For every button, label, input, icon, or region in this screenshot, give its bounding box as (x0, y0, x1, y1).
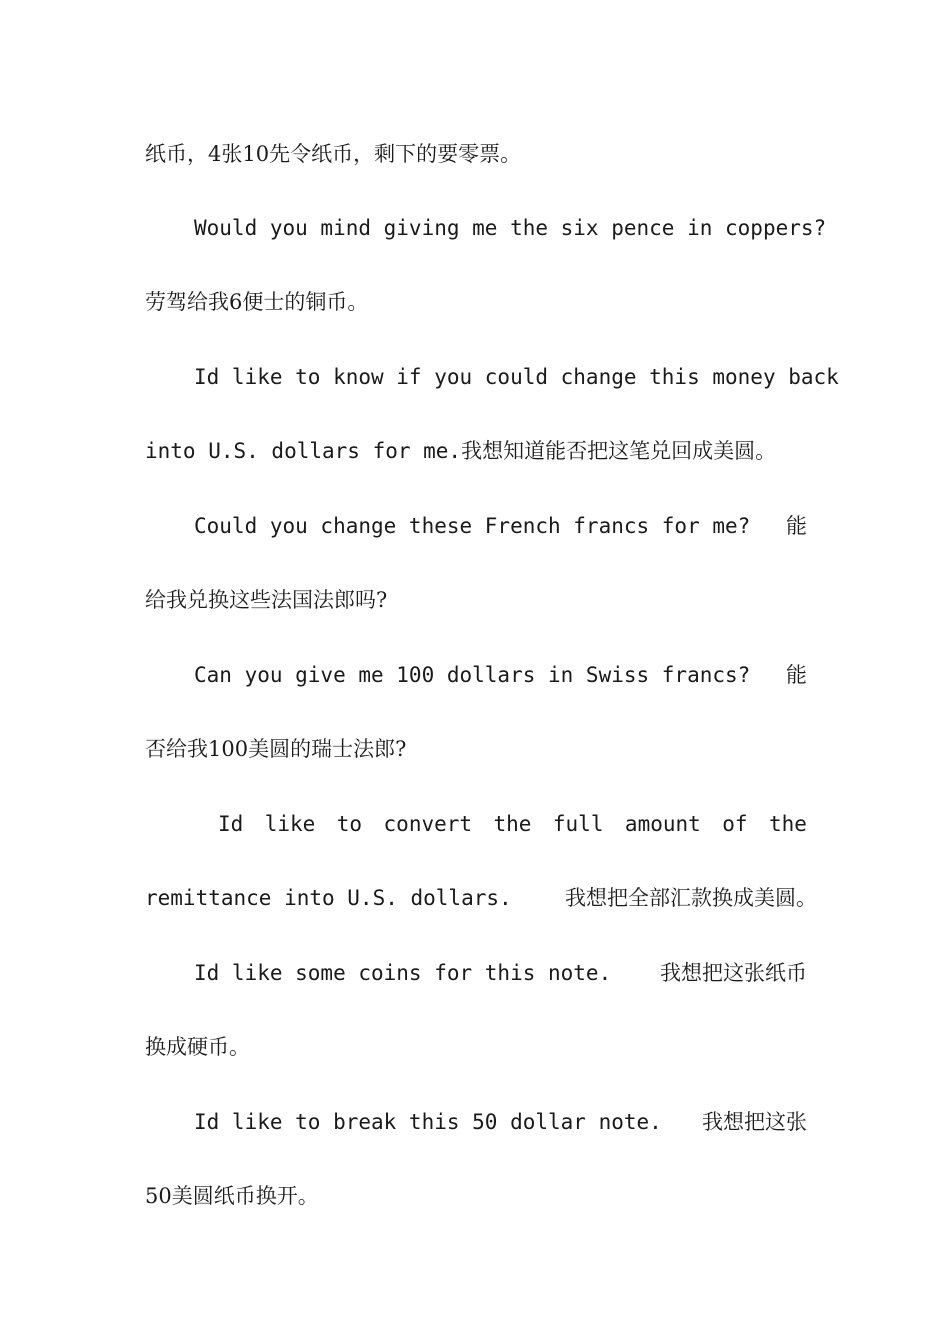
text-line-13 (145, 1029, 807, 1065)
text-line-12 (194, 955, 807, 991)
text-line-9 (145, 731, 807, 767)
line-10-word-2: like (264, 812, 316, 836)
line-5-chinese: 我想知道能否把这笔兑回成美圆。 (461, 439, 777, 463)
line-10-word-5: the (493, 812, 532, 836)
text-line-8 (194, 657, 807, 693)
text-line-6 (194, 508, 807, 544)
line-10-word-9: the (768, 812, 807, 836)
line-8-english: Can you give me 100 dollars in Swiss francs? (194, 663, 751, 687)
line-3-chinese: 劳驾给我6便士的铜币。 (145, 290, 369, 314)
text-line-15 (145, 1178, 807, 1214)
line-11-english: remittance into U.S. dollars. (145, 886, 512, 910)
line-7-chinese: 给我兑换这些法国法郎吗? (145, 588, 388, 612)
line-4-english: Id like to know if you could change this money back (194, 365, 839, 389)
line-6-chinese: 能 (786, 514, 807, 538)
text-line-10 (218, 806, 807, 842)
text-line-11 (145, 880, 817, 916)
line-10-word-6: full (552, 812, 604, 836)
line-10-word-3: to (336, 812, 363, 836)
line-9-chinese: 否给我100美圆的瑞士法郎? (145, 737, 407, 761)
text-line-2 (194, 210, 827, 246)
text-line-14 (194, 1104, 807, 1140)
line-10-word-1: Id (218, 812, 244, 836)
text-line-5 (145, 433, 807, 469)
text-line-3 (145, 284, 807, 320)
line-10-word-7: amount (624, 812, 701, 836)
line-10-word-4: convert (383, 812, 473, 836)
line-15-chinese: 50美圆纸币换开。 (145, 1184, 319, 1208)
line-12-english: Id like some coins for this note. (194, 961, 612, 985)
text-line-4 (194, 359, 839, 395)
text-line-1 (145, 136, 807, 172)
line-2-english: Would you mind giving me the six pence in coppers? (194, 216, 827, 240)
line-14-english: Id like to break this 50 dollar note. (194, 1110, 662, 1134)
line-10-word-8: of (722, 812, 748, 836)
line-5-english: into U.S. dollars for me. (145, 439, 462, 463)
text-line-7 (145, 582, 807, 618)
line-1-text: 纸币，4张10先令纸币，剩下的要零票。 (145, 142, 522, 166)
line-11-chinese: 我想把全部汇款换成美圆。 (565, 886, 817, 910)
line-6-english: Could you change these French francs for me? (194, 514, 751, 538)
line-12-chinese: 我想把这张纸币 (660, 961, 807, 985)
line-13-chinese: 换成硬币。 (145, 1035, 250, 1059)
line-8-chinese: 能 (786, 663, 807, 687)
line-14-chinese: 我想把这张 (702, 1110, 807, 1134)
